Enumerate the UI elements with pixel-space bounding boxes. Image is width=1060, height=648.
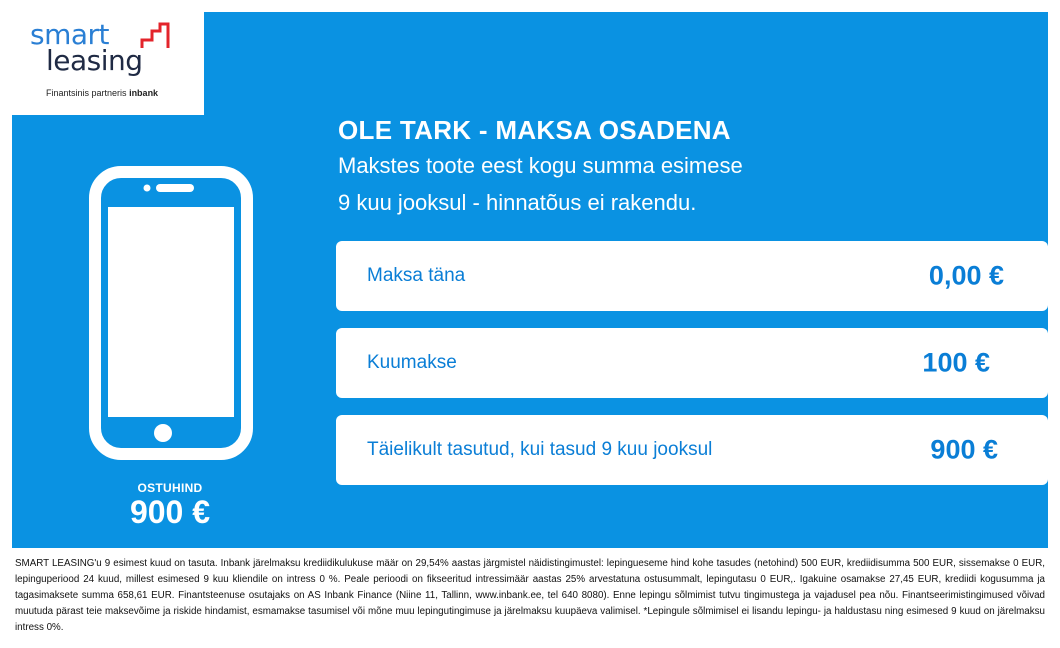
headline: OLE TARK - MAKSA OSADENA bbox=[338, 115, 731, 145]
legal-disclaimer: SMART LEASING'u 9 esimest kuud on tasuta. Inbank järelmaksu krediidikulukuse määr on 29,54% aastas järgmistel näidistingimustel: lepingueseme hind kohe tasudes (netohind) 500 EUR, krediidisumma 500 EUR, sissemakse 0 EUR, lepinguperiood 24 kuud, millest esimesed 9 kuu kliendile on intress 0 %. Peale perioodi on fikseeritud intressimäär aastas 25% arvestatuna ostusummalt, lepingutasu 0 EUR,. Igakuine osamakse 27,45 EUR, krediidi kogusumma ja tagasimaksete summa 658,61 EUR. Finantsteenuse osutajaks on AS Inbank Finance (Niine 11, Tallinn, www.inbank.ee, tel 640 8080). Enne lepingu sõlmimist tutvu tingimustega ja vajadusel pea nõu. Finantseerimistingimused võivad muutuda pärast teie maksevõime ja riskide hindamist, esmamakse tasumisel või mõne muu lepingutingimuse ja järelmaksu kuupäeva valimisel. *Lepingule sõlmimisel ei lisandu lepingu- ja haldustasu ning esimesed 9 kuud on järelmaksu intress 0%. bbox=[15, 558, 1045, 633]
subline-1: Makstes toote eest kogu summa esimese bbox=[338, 153, 743, 178]
price-label: OSTUHIND bbox=[137, 481, 203, 495]
payment-card-monthly bbox=[336, 328, 1048, 398]
card-value: 0,00 € bbox=[928, 260, 1004, 291]
card-label: Kuumakse bbox=[367, 352, 457, 373]
card-value: 900 € bbox=[930, 434, 998, 465]
payment-card-total bbox=[336, 415, 1048, 485]
logo-stairs-icon bbox=[140, 22, 172, 50]
card-value: 100 € bbox=[922, 347, 990, 378]
card-label: Täielikult tasutud, kui tasud 9 kuu jooksul bbox=[367, 439, 713, 460]
price-value: 900 € bbox=[129, 494, 211, 530]
logo-line-leasing: leasing bbox=[46, 44, 143, 77]
payment-card-today bbox=[336, 241, 1048, 311]
logo-partner-text: Finantsinis partneris bbox=[46, 88, 127, 98]
card-label: Maksa täna bbox=[367, 265, 466, 286]
logo[interactable] bbox=[0, 0, 204, 115]
smartphone-icon bbox=[88, 165, 254, 461]
logo-partner-brand: inbank bbox=[129, 88, 159, 98]
logo-partner-line bbox=[46, 88, 158, 98]
logo-line-smart: smart bbox=[30, 18, 110, 51]
subline-2: 9 kuu jooksul - hinnatõus ei rakendu. bbox=[338, 190, 697, 215]
